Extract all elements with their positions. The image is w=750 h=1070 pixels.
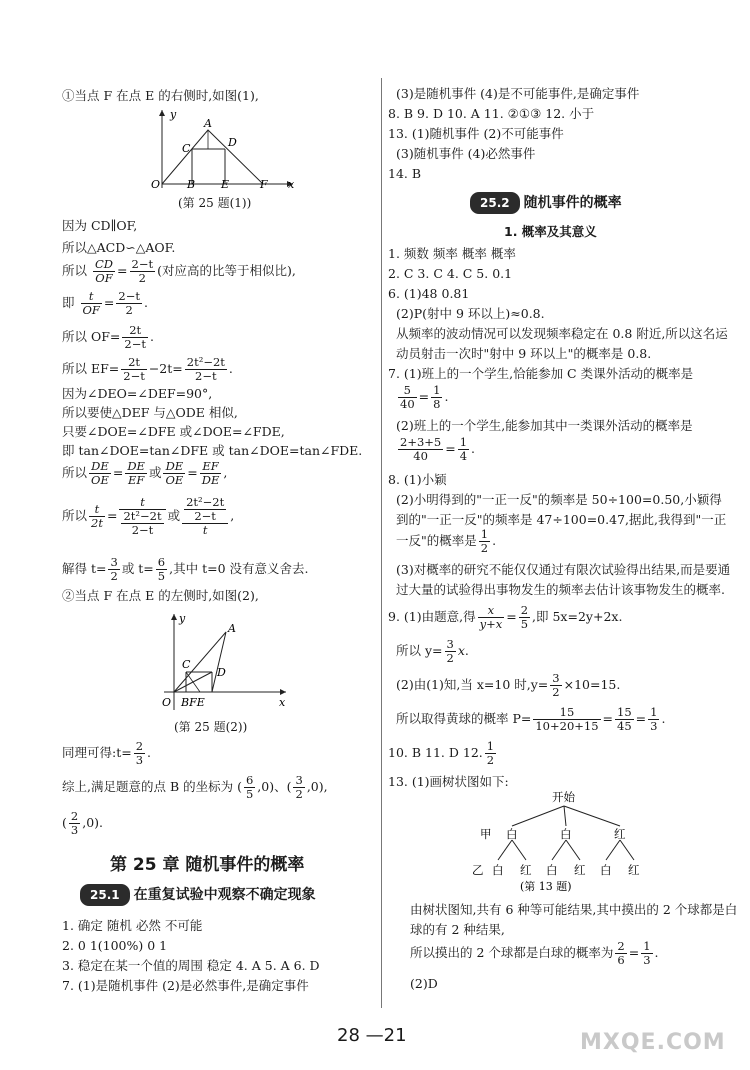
fig2-label-a: A bbox=[228, 622, 236, 635]
tree-level1-label: 甲 bbox=[480, 827, 492, 841]
fig2-label-y: y bbox=[179, 612, 186, 625]
left-line-2: 所以△ACD∽△AOF. bbox=[62, 240, 176, 255]
tree-leaf-2: 红 bbox=[520, 863, 532, 877]
b-line-13-3: 球的有 2 种结果, bbox=[410, 922, 505, 937]
b-line-1: 1. 频数 频率 概率 概率 bbox=[388, 246, 516, 261]
tree-leaf-6: 红 bbox=[628, 863, 640, 877]
fig2-label-bfe: BFE bbox=[181, 696, 205, 709]
right-line-2: 8. B 9. D 10. A 11. ②①③ 12. 小于 bbox=[388, 106, 595, 121]
b-line-7-2: (2)班上的一个学生,能参加其中一类课外活动的概率是 bbox=[396, 418, 693, 433]
watermark: MXQE.COM bbox=[580, 1030, 726, 1055]
fig1-label-x: x bbox=[288, 178, 295, 190]
b-line-8-5: (3)对概率的研究不能仅仅通过有限次试验得出结果,而是要通 bbox=[396, 562, 731, 577]
left-line-15: 综上,满足题意的点 B 的坐标为 ( $\frac{6}{5}$ ,0)、( $\frac{3}{2}$ ,0), bbox=[62, 773, 328, 801]
b-line-6: 6. (1)48 0.81 bbox=[388, 286, 470, 301]
b-line-7: 7. (1)班上的一个学生,恰能参加 C 类课外活动的概率是 bbox=[388, 366, 694, 381]
fig2-caption: (第 25 题(2)) bbox=[174, 720, 248, 734]
fig1-label-f: F bbox=[260, 178, 268, 190]
fig1-label-o: O bbox=[151, 178, 161, 190]
fig1-label-b: B bbox=[187, 178, 196, 190]
tree-root: 开始 bbox=[552, 790, 575, 804]
tree-leaf-4: 红 bbox=[574, 863, 586, 877]
right-line-5: 14. B bbox=[388, 166, 422, 181]
right-line-4: (3)随机事件 (4)必然事件 bbox=[396, 146, 536, 161]
b-line-8: 8. (1)小颖 bbox=[388, 472, 447, 487]
right-line-3: 13. (1)随机事件 (2)不可能事件 bbox=[388, 126, 564, 141]
tree-caption: (第 13 题) bbox=[520, 880, 572, 893]
tree-node-white-2: 白 bbox=[560, 827, 572, 841]
fig2-label-o: O bbox=[162, 696, 172, 709]
b-line-9-2: 所以 y= $\frac{3}{2}$ x. bbox=[396, 637, 469, 665]
b-line-6-3: 从频率的波动情况可以发现频率稳定在 0.8 附近,所以这名运 bbox=[396, 326, 728, 341]
b-line-2: 2. C 3. C 4. C 5. 0.1 bbox=[388, 266, 513, 281]
left-line-4: 即 $\frac{t}{OF}$ = $\frac{2-t}{2}$ . bbox=[62, 289, 148, 317]
b-line-10: 10. B 11. D 12. $\frac{1}{2}$ bbox=[388, 739, 495, 767]
case1-intro: ①当点 F 在点 E 的右侧时,如图(1), bbox=[62, 88, 259, 103]
answer-2: 2. 0 1(100%) 0 1 bbox=[62, 938, 168, 953]
left-line-1: 因为 CD∥OF, bbox=[62, 218, 138, 233]
b-line-9: 9. (1)由题意,得 $\frac{x}{y+x}$ = $\frac{2}{5}$ ,即 5x=2y+2x. bbox=[388, 603, 623, 631]
answer-3: 3. 稳定在某一个值的周围 稳定 4. A 5. A 6. D bbox=[62, 958, 320, 973]
fig1-label-a: A bbox=[204, 117, 212, 130]
section-25-2-title: 随机事件的概率 bbox=[523, 195, 622, 211]
left-line-12: 所以 $\frac{t}{2t}$ = $\frac{t}{\frac{\text{2t²−2t}}{2-t}}$ 或 $\frac{\frac{\text{2t²−2t}}{2-t}}{t}$ , bbox=[62, 495, 235, 537]
page-number: 28 —21 bbox=[337, 1025, 407, 1046]
b-line-13: 13. (1)画树状图如下: bbox=[388, 774, 509, 789]
tree-node-white-1: 白 bbox=[506, 827, 518, 841]
left-line-6: 所以 EF= $\frac{2t}{2-t}$ −2t= $\frac{\text{2t²−2t}}{2-t}$ . bbox=[62, 355, 233, 383]
answer-1: 1. 确定 随机 必然 不可能 bbox=[62, 918, 203, 933]
tree-leaf-5: 白 bbox=[600, 863, 612, 877]
b-line-13-5: (2)D bbox=[410, 976, 438, 991]
left-line-7: 因为∠DEO=∠DEF=90°, bbox=[62, 386, 213, 401]
fig2-label-d: D bbox=[217, 666, 226, 679]
left-line-9: 只要∠DOE=∠DFE 或∠DOE=∠FDE, bbox=[62, 424, 285, 439]
b-line-7-frac1: $\frac{5}{40}$ = $\frac{1}{8}$ . bbox=[400, 383, 449, 411]
figure-25-1 bbox=[148, 108, 298, 190]
left-line-16: ( $\frac{2}{3}$ ,0). bbox=[62, 809, 103, 837]
fig1-caption: (第 25 题(1)) bbox=[178, 196, 252, 210]
right-line-1: (3)是随机事件 (4)是不可能事件,是确定事件 bbox=[396, 86, 640, 101]
section-25-2-badge: 25.2 bbox=[470, 192, 520, 214]
fig1-label-d: D bbox=[228, 136, 237, 149]
section-25-1-title: 在重复试验中观察不确定现象 bbox=[133, 887, 316, 903]
tree-leaf-3: 白 bbox=[546, 863, 558, 877]
left-line-5: 所以 OF= $\frac{2t}{2-t}$ . bbox=[62, 323, 154, 351]
left-line-3: 所以 $\frac{CD}{OF}$ = $\frac{2-t}{2}$ (对应高的比等于相似比), bbox=[62, 257, 296, 285]
section-25-1-heading bbox=[80, 884, 316, 906]
b-line-7-frac2: $\frac{2+3+5}{40}$ = $\frac{1}{4}$ . bbox=[400, 435, 476, 463]
left-line-10: 即 tan∠DOE=tan∠DFE 或 tan∠DOE=tan∠FDE. bbox=[62, 443, 363, 458]
b-line-8-4: 一反"的概率是 $\frac{1}{2}$ . bbox=[396, 527, 497, 555]
b-line-13-2: 由树状图知,共有 6 种等可能结果,其中摸出的 2 个球都是白 bbox=[410, 902, 738, 917]
left-line-13: 解得 t= $\frac{3}{2}$ 或 t= $\frac{6}{5}$ ,其中 t=0 没有意义舍去. bbox=[62, 555, 309, 583]
left-line-8: 所以要使△DEF 与△ODE 相似, bbox=[62, 405, 238, 420]
b-line-8-6: 过大量的试验得出事物发生的频率去估计该事物发生的概率. bbox=[396, 582, 725, 597]
b-line-8-3: 到的"一正一反"的频率是 47÷100=0.47,据此,我得到"一正 bbox=[396, 512, 727, 527]
b-line-8-2: (2)小明得到的"一正一反"的频率是 50÷100=0.50,小颖得 bbox=[396, 492, 722, 507]
section-25-1-badge: 25.1 bbox=[80, 884, 130, 906]
tree-level2-label: 乙 bbox=[472, 863, 484, 877]
fig1-label-e: E bbox=[221, 178, 230, 190]
left-line-11: 所以 $\frac{DE}{OE}$ = $\frac{DE}{EF}$ 或 $\frac{DE}{OE}$ = $\frac{EF}{DE}$ , bbox=[62, 459, 228, 487]
fig1-label-c: C bbox=[182, 142, 191, 155]
subsection-title: 1. 概率及其意义 bbox=[504, 224, 597, 239]
fig2-label-x: x bbox=[279, 696, 286, 709]
b-line-9-3: (2)由(1)知,当 x=10 时,y= $\frac{3}{2}$ ×10=15. bbox=[396, 671, 621, 699]
tree-diagram bbox=[472, 788, 672, 896]
b-line-6-2: (2)P(射中 9 环以上)≈0.8. bbox=[396, 306, 545, 321]
chapter-title: 第 25 章 随机事件的概率 bbox=[110, 855, 305, 875]
b-line-9-4: 所以取得黄球的概率 P= $\frac{15}{10+20+15}$ = $\frac{15}{45}$ = $\frac{1}{3}$ . bbox=[396, 705, 666, 733]
tree-node-red: 红 bbox=[614, 827, 626, 841]
section-25-2-heading bbox=[470, 192, 622, 214]
tree-leaf-1: 白 bbox=[492, 863, 504, 877]
fig1-label-y: y bbox=[170, 108, 177, 121]
b-line-6-4: 动员射击一次时"射中 9 环以上"的概率是 0.8. bbox=[396, 346, 652, 361]
column-divider bbox=[381, 78, 382, 1008]
b-line-13-4: 所以摸出的 2 个球都是白球的概率为 $\frac{2}{6}$ = $\frac{1}{3}$ . bbox=[410, 939, 659, 967]
figure-25-2 bbox=[154, 610, 294, 714]
left-line-14: 同理可得:t= $\frac{2}{3}$ . bbox=[62, 739, 152, 767]
fig2-label-c: C bbox=[182, 658, 191, 671]
case2-intro: ②当点 F 在点 E 的左侧时,如图(2), bbox=[62, 588, 259, 603]
answer-7: 7. (1)是随机事件 (2)是必然事件,是确定事件 bbox=[62, 978, 309, 993]
